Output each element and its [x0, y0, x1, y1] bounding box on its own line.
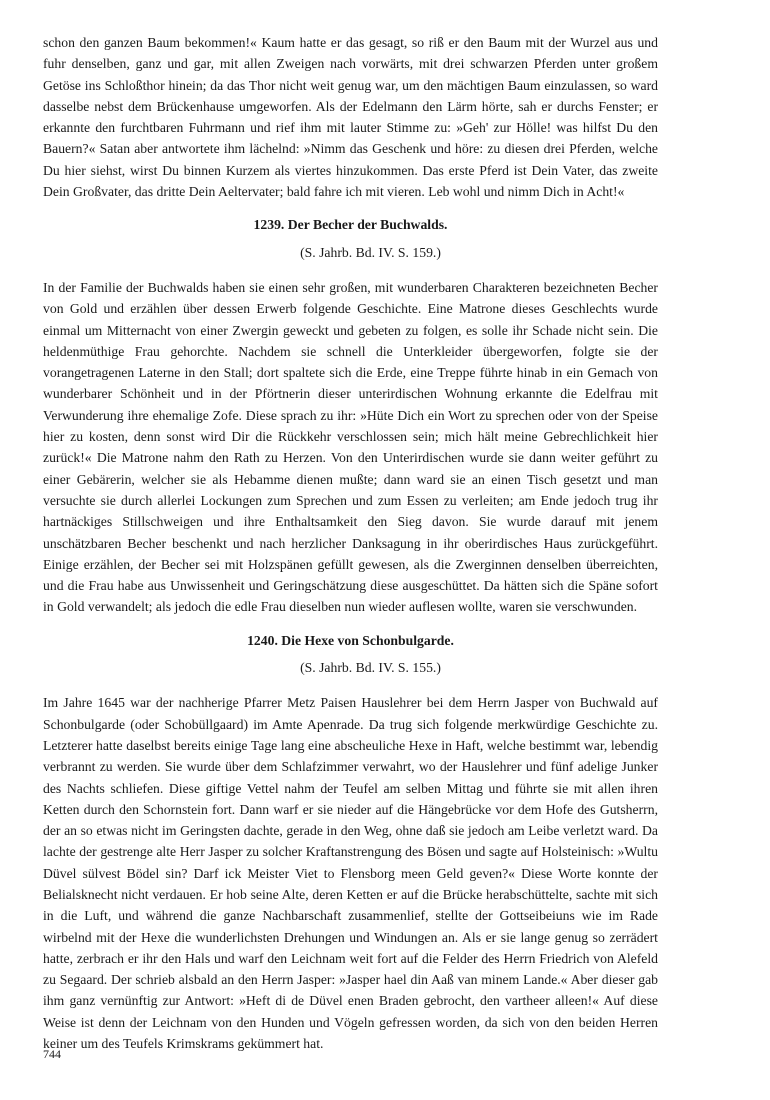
section-1240: [43, 630, 658, 1055]
section-source: (S. Jahrb. Bd. IV. S. 159.): [300, 244, 441, 260]
section-heading: 1239. Der Becher der Buchwalds.: [253, 217, 448, 233]
continuation-paragraph: schon den ganzen Baum bekommen!« Kaum hatte er das gesagt, so riß er den Baum mit der Wurzel aus und fuhr denselben, ganz und gar, mit allen Zweigen nach vorwärts, mit drei schwarzen Pferden unter großem Getöse ins Schloßthor hinein; da das Thor nicht weit genug war, um den mächtigen Baum einzulassen, so ward dasselbe nebst dem Brückenhause umgeworfen. Als der Edelmann den Lärm hörte, sah er durchs Fenster; er erkannte den furchtbaren Fuhrmann und rief ihm mit lauter Stimme zu: »Geh' zur Hölle! was hilfst Du den Bauern?« Satan aber antwortete ihm lächelnd: »Nimm das Geschenk und höre: zu diesen drei Pferden, welche Du hier siehst, wirst Du binnen Kurzem als viertes hinzukommen. Das erste Pferd ist Dein Vater, das zweite Dein Großvater, das dritte Dein Aeltervater; bald fahre ich mit vieren. Leb wohl und nimm Dich in Acht!«: [43, 35, 658, 200]
section-heading: 1240. Die Hexe von Schonbulgarde.: [247, 632, 454, 648]
section-paragraph: Im Jahre 1645 war der nachherige Pfarrer Metz Paisen Hauslehrer bei dem Herrn Jasper von Buchwald auf Schonbulgarde (oder Schobüllgaard) im Amte Apenrade. Da trug sich folgende merkwürdige Geschichte zu. Letzterer hatte daselbst bereits einige Tage lang eine abscheuliche Hexe in Haft, welche bestimmt war, lebendig verbrannt zu werden. Sie wurde über dem Schlafzimmer verwahrt, wo der Hauslehrer und fünf adelige Junker des Nachts schliefen. Diese giftige Vettel nahm der Teufel am selben Mittag und führte sie mit allen ihren Ketten durch den Schornstein fort. Dann warf er sie nieder auf die Hängebrücke vor dem Hofe des Gutsherrn, der an so etwas nicht im Geringsten dachte, gerade in den Weg, ohne daß sie jedoch am Leibe verletzt ward. Da lachte der gestrenge alte Herr Jasper zu solcher Kraftanstrengung des Bösen und sagte auf Holsteinisch: »Wultu Düvel sülvest Bödel sin? Darf ick Meister Viet to Flensborg meen Geld geven?« Diese Worte konnte der Belialsknecht nicht verdauen. Er hob seine Alte, deren Ketten er auf die Brücke herabschüttelte, sachte mit sich in die Luft, und während die ganze Nachbarschaft zusammenlief, stellte der Gottseibeiuns wie im Rade wirbelnd mit der Hexe die wunderlichsten Drehungen und Windungen an. Als er sie lange genug so zerrädert hatte, zerbrach er ihr den Hals und warf den Leichnam weit fort auf die Felder des Herrn Friedrich von Alefeld zu Segaard. Der schrieb alsbald an den Herrn Jasper: »Jasper hael din Aaß van minem Lande.« Aber dieser gab ihm ganz vernünftig zur Antwort: »Heft di de Düvel enen Braden gebrocht, den vartheer alleen!« Auf diese Weise ist denn der Leichnam von den Hunden und Vögeln gefressen worden, da sich von den beiden Herren keiner um des Teufels Krimskrams gekümmert hat.: [43, 695, 658, 1052]
section-paragraph: In der Familie der Buchwalds haben sie einen sehr großen, mit wunderbaren Charakteren bezeichneten Becher von Gold und erzählen über dessen Erwerb folgende Geschichte. Eine Matrone dieses Geschlechts wurde einmal um Mitternacht von einer Zwergin geweckt und gebeten zu folgen, es solle ihr Schade nicht sein. Die heldenmüthige Frau gehorchte. Nachdem sie schnell die Unterkleider übergeworfen, folgte sie der vorangetragenen Laterne in den Stall; dort spaltete sich die Erde, eine Treppe führte hinab in ein Gemach von wunderbarer Schönheit und in der Pförtnerin dieser unterirdischen Wohnung erkannte die Edelfrau mit Verwunderung ihre ehemalige Zofe. Diese sprach zu ihr: »Hüte Dich ein Wort zu sprechen oder von der Speise hier zu kosten, denn sonst wird Dir die Rückkehr verschlossen sein; mich hält meine Gebrechlichkeit hier zurück!« Die Matrone nahm den Rath zu Herzen. Von den Unterirdischen wurde sie dann weiter geführt zu einer Gebärerin, welcher sie als Hebamme dienen mußte; dann ward sie an einen Tisch gesetzt und man versuchte sie durch allerlei Lockungen zum Sprechen und zum Essen zu verleiten; am Ende jedoch trug ihr hartnäckiges Stillschweigen und ihre Enthaltsamkeit den Sieg davon. Sie wurde darauf mit jenem unschätzbaren Becher beschenkt und nach herzlicher Danksagung in ihr oberirdisches Haus zurückgeführt. Einige erzählen, der Becher sei mit Holzspänen gefüllt gewesen, als die Zwerginnen denselben überreichten, und die Frau habe aus Unwissenheit und Geringschätzung diese ausgeschüttet. Da hätten sich die Späne sofort in Gold verwandelt; als jedoch die edle Frau dieselben nun wieder auflesen wollte, waren sie verschwunden.: [43, 279, 658, 615]
page-number: 744: [43, 1047, 61, 1061]
page-body: [43, 32, 658, 1054]
section-source: (S. Jahrb. Bd. IV. S. 155.): [300, 660, 441, 676]
section-1239: [43, 214, 658, 617]
